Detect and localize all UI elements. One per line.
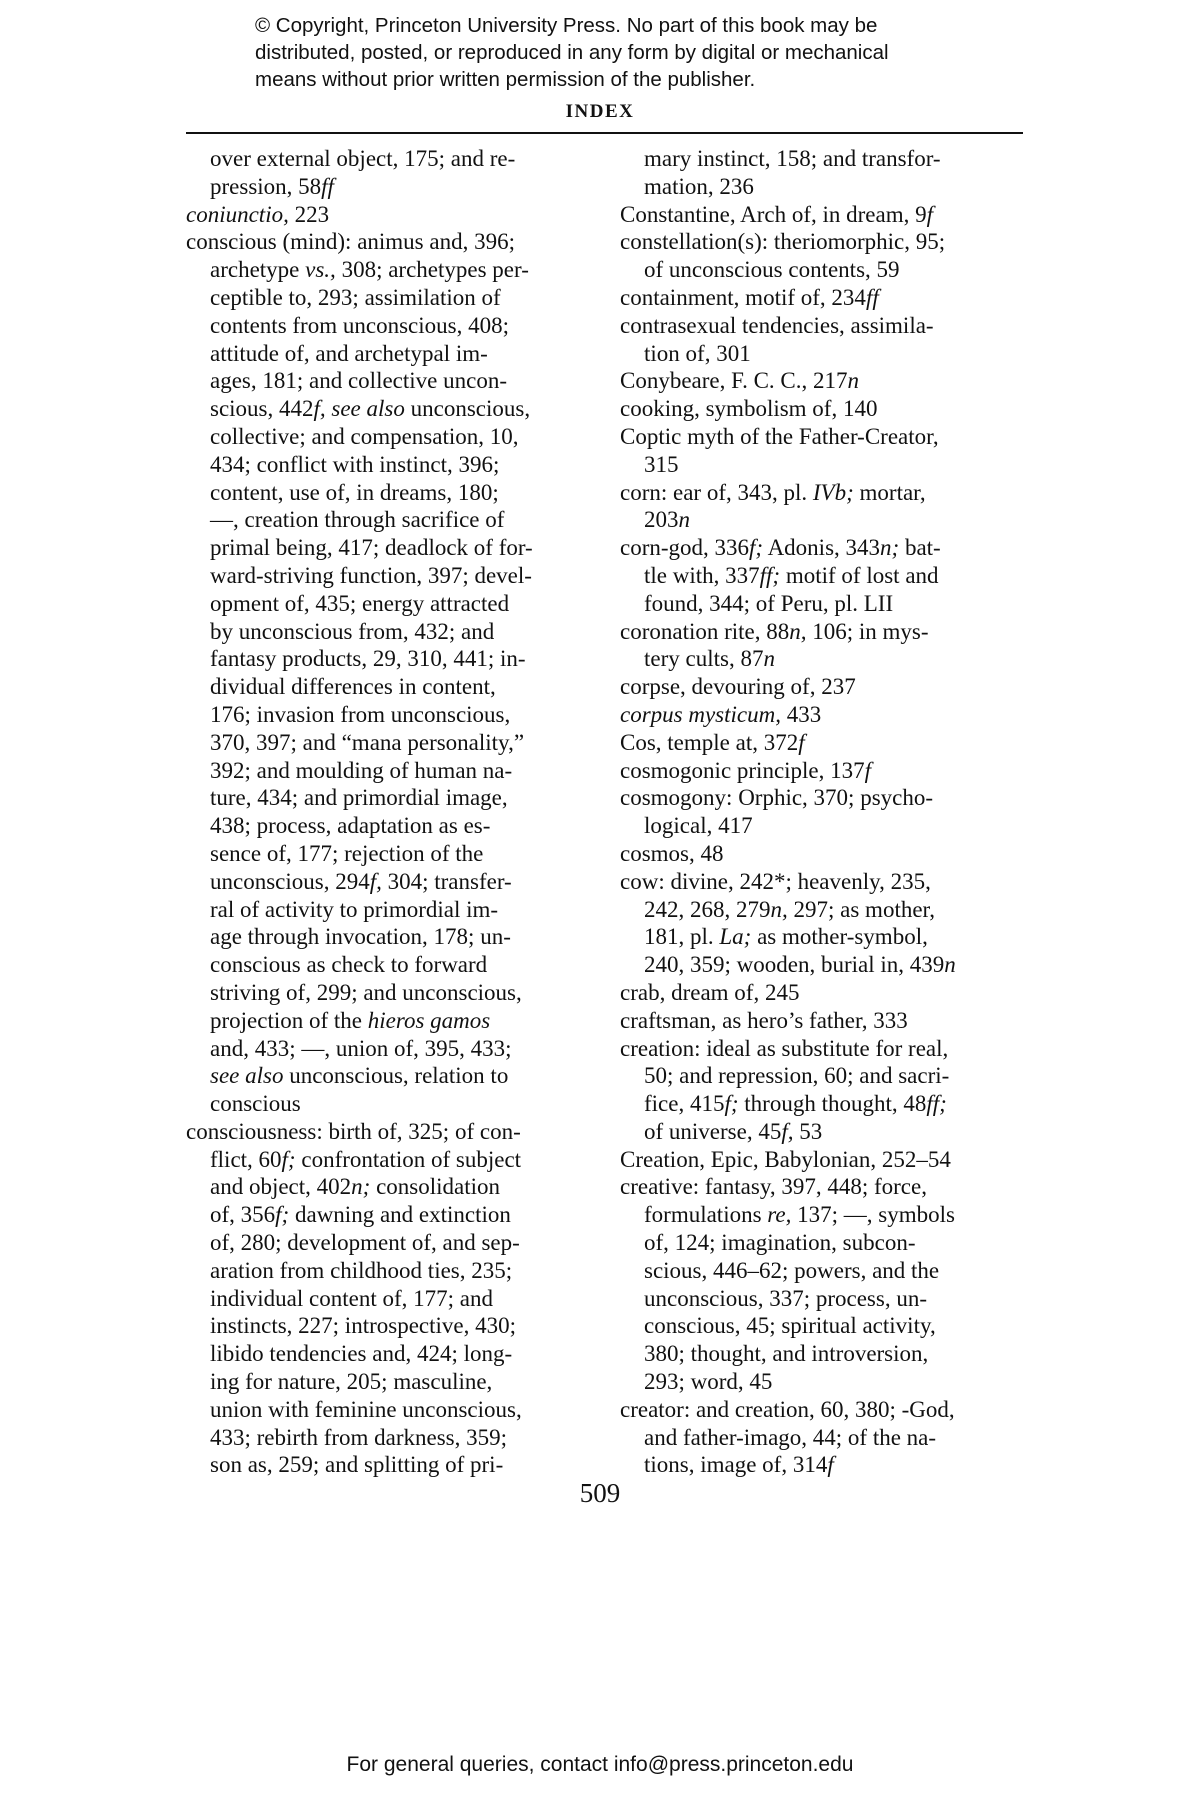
index-text: unconscious, 294 [210, 868, 370, 894]
index-subline [620, 812, 1030, 840]
index-subline [186, 645, 591, 673]
index-text-italic: n [944, 952, 956, 978]
index-text: consciousness: birth of, 325; of con- [186, 1118, 521, 1144]
index-text: instincts, 227; introspective, 430; [210, 1313, 516, 1339]
index-subline [620, 340, 1030, 368]
index-text: confrontation of subject [295, 1146, 522, 1172]
index-subline [186, 534, 591, 562]
index-subline [186, 1312, 591, 1340]
index-subline [620, 1257, 1030, 1285]
index-entry [620, 1173, 1030, 1201]
index-subline [186, 812, 591, 840]
index-text: aration from childhood ties, 235; [210, 1257, 513, 1283]
index-text-italic: f, see also [313, 396, 405, 422]
index-text-italic: hieros gamos [367, 1007, 491, 1033]
index-text-italic: n [847, 368, 860, 394]
index-text-italic: ff [321, 173, 334, 199]
index-entry [620, 1007, 1030, 1035]
index-subline [186, 1340, 591, 1368]
index-entry [186, 228, 591, 256]
running-header: INDEX [565, 101, 635, 122]
index-text-italic: f; [749, 535, 764, 561]
index-text: 434; conflict with instinct, 396; [210, 451, 500, 477]
index-text: and object, 402 [210, 1174, 352, 1200]
index-entry [620, 367, 1030, 395]
index-text: creation: ideal as substitute for real, [620, 1035, 949, 1061]
index-text-italic: ff; [926, 1091, 947, 1117]
index-subline [186, 1368, 591, 1396]
index-text: dawning and extinction [289, 1202, 511, 1228]
index-text: 242, 268, 279 [644, 896, 771, 922]
index-text: individual content of, 177; and [210, 1285, 493, 1311]
index-text: 380; thought, and introversion, [644, 1341, 929, 1367]
index-text: bat- [899, 535, 941, 561]
index-subline [186, 673, 591, 701]
index-subline [620, 1340, 1030, 1368]
index-text: of, 280; development of, and sep- [210, 1230, 520, 1256]
index-text-italic: f, [369, 868, 382, 894]
index-text: 392; and moulding of human na- [210, 757, 513, 783]
index-text: Cos, temple at, 372 [620, 729, 799, 755]
index-text: mation, 236 [644, 173, 754, 199]
index-subline [186, 479, 591, 507]
index-subline [620, 1201, 1030, 1229]
index-text: 223 [288, 201, 330, 227]
index-text: corpse, devouring of, 237 [620, 674, 856, 700]
index-text: pression, 58 [210, 173, 322, 199]
index-entry [620, 729, 1030, 757]
index-subline [186, 395, 591, 423]
index-text: primal being, 417; deadlock of for- [210, 535, 533, 561]
index-entry [620, 312, 1030, 340]
index-text: Creation, Epic, Babylonian, 252–54 [620, 1146, 951, 1172]
index-subline [186, 145, 591, 173]
index-text-italic: f [798, 729, 805, 755]
index-text: tions, image of, 314 [644, 1452, 828, 1478]
index-text: Conybeare, F. C. C., 217 [620, 368, 848, 394]
index-subline [620, 1285, 1030, 1313]
index-text: fantasy products, 29, 310, 441; in- [210, 646, 526, 672]
index-text: formulations [644, 1202, 768, 1228]
index-text-italic: n, [789, 618, 807, 644]
index-entry [620, 840, 1030, 868]
index-text-italic: f; [281, 1146, 296, 1172]
index-subline [186, 1396, 591, 1424]
index-text: flict, 60 [210, 1146, 282, 1172]
index-entry [620, 757, 1030, 785]
index-text: 293; word, 45 [644, 1369, 773, 1395]
index-entry [186, 1118, 591, 1146]
copyright-line: distributed, posted, or reproduced in any form by digital or mechanical [255, 41, 889, 64]
index-subline [186, 1007, 591, 1035]
index-subline [186, 923, 591, 951]
index-text: 181, pl. [644, 924, 720, 950]
index-subline [186, 1035, 591, 1063]
index-subline [620, 923, 1030, 951]
index-text: as mother-symbol, [751, 924, 928, 950]
index-text: ceptible to, 293; assimilation of [210, 284, 501, 310]
index-subline [620, 896, 1030, 924]
index-text: 203 [644, 507, 679, 533]
index-subline [186, 896, 591, 924]
index-subline [620, 1451, 1030, 1479]
index-text: cosmogonic principle, 137 [620, 757, 865, 783]
index-text-italic: re, [767, 1202, 792, 1228]
index-text: containment, motif of, 234 [620, 284, 866, 310]
index-subline [620, 1118, 1030, 1146]
index-subline [186, 284, 591, 312]
index-text: 176; invasion from unconscious, [210, 701, 511, 727]
index-entry [620, 1035, 1030, 1063]
index-text: 438; process, adaptation as es- [210, 813, 491, 839]
index-text: of universe, 45 [644, 1118, 782, 1144]
index-text: cooking, symbolism of, 140 [620, 396, 878, 422]
index-text: mary instinct, 158; and transfor- [644, 146, 941, 171]
index-subline [620, 506, 1030, 534]
index-subline [186, 423, 591, 451]
index-text: of, 356 [210, 1202, 276, 1228]
index-text: through thought, 48 [738, 1091, 927, 1117]
index-text: and father-imago, 44; of the na- [644, 1424, 937, 1450]
index-text: libido tendencies and, 424; long- [210, 1341, 513, 1367]
index-text-italic: corpus mysticum, [620, 701, 781, 727]
index-text: cosmogony: Orphic, 370; psycho- [620, 785, 934, 811]
index-subline [620, 1312, 1030, 1340]
index-subline [186, 784, 591, 812]
index-text: archetype [210, 257, 306, 283]
index-text: ture, 434; and primordial image, [210, 785, 508, 811]
index-text: unconscious, 337; process, un- [644, 1285, 927, 1311]
index-text: 240, 359; wooden, burial in, 439 [644, 952, 945, 978]
index-entry [620, 1146, 1030, 1174]
index-text-italic: La; [719, 924, 752, 950]
index-text: 370, 397; and “mana personality,” [210, 729, 525, 755]
index-subline [620, 1090, 1030, 1118]
page-number: 509 [579, 1478, 621, 1508]
index-entry [620, 395, 1030, 423]
index-text: by unconscious from, 432; and [210, 618, 495, 644]
index-subline [186, 1062, 591, 1090]
index-subline [620, 1368, 1030, 1396]
index-entry [620, 1396, 1030, 1424]
index-text: and, 433; —, union of, 395, 433; [210, 1035, 512, 1061]
index-entry [620, 784, 1030, 812]
index-text: 297; as mother, [787, 896, 936, 922]
index-text-italic: n; [351, 1174, 371, 1200]
index-subline [186, 1201, 591, 1229]
index-entry [620, 228, 1030, 256]
index-text: 53 [793, 1118, 823, 1144]
index-subline [186, 618, 591, 646]
index-subline [620, 173, 1030, 201]
index-subline [186, 1285, 591, 1313]
index-text: 137; —, symbols [791, 1202, 955, 1228]
index-text: attitude of, and archetypal im- [210, 340, 488, 366]
index-text-italic: n [763, 646, 775, 672]
index-text: 433; rebirth from darkness, 359; [210, 1424, 508, 1450]
index-subline [186, 868, 591, 896]
index-text: crab, dream of, 245 [620, 979, 800, 1005]
index-text: coronation rite, 88 [620, 618, 790, 644]
index-text: 304; transfer- [381, 868, 512, 894]
index-entry [186, 201, 591, 229]
index-text: contrasexual tendencies, assimila- [620, 312, 934, 338]
index-subline [620, 145, 1030, 173]
index-text: constellation(s): theriomorphic, 95; [620, 229, 946, 255]
index-text: logical, 417 [644, 813, 753, 839]
index-text: cosmos, 48 [620, 840, 724, 866]
index-text: of, 124; imagination, subcon- [644, 1230, 916, 1256]
copyright-line: means without prior written permission of the publisher. [255, 68, 756, 91]
index-text-italic: IVb; [812, 479, 860, 505]
index-subline [620, 1424, 1030, 1452]
index-text-italic: f; [724, 1091, 739, 1117]
index-text: consolidation [370, 1174, 501, 1200]
index-text-italic: f [864, 757, 872, 783]
index-text: projection of the [210, 1007, 368, 1033]
index-text: ral of activity to primordial im- [210, 896, 499, 922]
index-text: conscious [210, 1091, 301, 1117]
index-text: 433 [780, 701, 822, 727]
index-subline [186, 1173, 591, 1201]
index-entry [620, 534, 1030, 562]
index-column-left [186, 145, 591, 1479]
index-text-italic: f [827, 1452, 834, 1478]
index-text: Adonis, 343 [763, 535, 881, 561]
index-entry [620, 201, 1030, 229]
index-subline [186, 367, 591, 395]
index-text: sence of, 177; rejection of the [210, 840, 484, 866]
index-text: 315 [644, 451, 679, 477]
index-subline [620, 645, 1030, 673]
index-text: tery cults, 87 [644, 646, 764, 672]
index-text: conscious as check to forward [210, 952, 488, 978]
index-text-italic: coniunctio, [186, 201, 289, 227]
index-subline [620, 1229, 1030, 1257]
index-text: content, use of, in dreams, 180; [210, 479, 499, 505]
index-text: age through invocation, 178; un- [210, 924, 511, 950]
index-text-italic: ff [865, 284, 879, 310]
index-text: unconscious, relation to [283, 1063, 509, 1089]
index-subline [186, 1451, 591, 1479]
index-text: unconscious, [404, 396, 531, 422]
index-subline [186, 1257, 591, 1285]
index-text: son as, 259; and splitting of pri- [210, 1452, 504, 1478]
index-entry [620, 423, 1030, 451]
index-subline [186, 1090, 591, 1118]
index-text: creative: fantasy, 397, 448; force, [620, 1174, 927, 1200]
index-text: dividual differences in content, [210, 674, 496, 700]
index-subline [186, 562, 591, 590]
index-text: tle with, 337 [644, 562, 760, 588]
index-text: ages, 181; and collective uncon- [210, 368, 507, 394]
index-column-right [620, 145, 1030, 1479]
index-text-italic: n; [880, 535, 900, 561]
index-entry [620, 979, 1030, 1007]
index-subline [186, 701, 591, 729]
index-subline [186, 1424, 591, 1452]
index-text: 106; in mys- [806, 618, 929, 644]
index-text: —, creation through sacrifice of [210, 507, 505, 533]
index-text: union with feminine unconscious, [210, 1396, 522, 1422]
index-subline [620, 1062, 1030, 1090]
index-subline [186, 256, 591, 284]
index-text: Constantine, Arch of, in dream, 9 [620, 201, 927, 227]
index-text: contents from unconscious, 408; [210, 312, 509, 338]
index-subline [186, 951, 591, 979]
index-entry [620, 284, 1030, 312]
index-text: corn-god, 336 [620, 535, 750, 561]
index-subline [186, 340, 591, 368]
index-text: ing for nature, 205; masculine, [210, 1369, 493, 1395]
index-text: scious, 446–62; powers, and the [644, 1257, 940, 1283]
index-text: mortar, [859, 479, 926, 505]
index-subline [620, 451, 1030, 479]
header-rule [186, 132, 1023, 134]
index-text: fice, 415 [644, 1091, 725, 1117]
index-text: striving of, 299; and unconscious, [210, 979, 522, 1005]
index-subline [186, 979, 591, 1007]
index-text: cow: divine, 242*; heavenly, 235, [620, 868, 931, 894]
index-subline [186, 757, 591, 785]
index-text: scious, 442 [210, 396, 314, 422]
index-subline [620, 562, 1030, 590]
index-entry [620, 673, 1030, 701]
index-text-italic: ff; [759, 562, 781, 588]
index-subline [186, 451, 591, 479]
index-subline [186, 312, 591, 340]
index-text: of unconscious contents, 59 [644, 257, 900, 283]
index-subline [186, 1146, 591, 1174]
index-text: over external object, 175; and re- [210, 146, 516, 171]
copyright-line: © Copyright, Princeton University Press. No part of this book may be [255, 14, 878, 37]
index-text-italic: f, [781, 1118, 794, 1144]
index-subline [620, 590, 1030, 618]
index-text: creator: and creation, 60, 380; -God, [620, 1396, 955, 1422]
index-subline [186, 506, 591, 534]
index-text: craftsman, as hero’s father, 333 [620, 1007, 908, 1033]
index-text-italic: n, [770, 896, 788, 922]
index-entry [620, 701, 1030, 729]
index-text: 50; and repression, 60; and sacri- [644, 1063, 950, 1089]
index-text: conscious (mind): animus and, 396; [186, 229, 515, 255]
index-text: found, 344; of Peru, pl. LII [644, 590, 894, 616]
index-text: corn: ear of, 343, pl. [620, 479, 813, 505]
index-text: Coptic myth of the Father-Creator, [620, 423, 939, 449]
index-subline [186, 590, 591, 618]
index-text-italic: f; [275, 1202, 290, 1228]
index-entry [620, 868, 1030, 896]
index-subline [186, 729, 591, 757]
index-text: conscious, 45; spiritual activity, [644, 1313, 936, 1339]
index-text-italic: f [926, 201, 933, 227]
copyright-notice [255, 12, 975, 93]
index-entry [620, 618, 1030, 646]
index-text: opment of, 435; energy attracted [210, 590, 510, 616]
index-entry [620, 479, 1030, 507]
index-text: collective; and compensation, 10, [210, 423, 519, 449]
index-subline [620, 256, 1030, 284]
index-text: tion of, 301 [644, 340, 751, 366]
index-text: 308; archetypes per- [335, 257, 529, 283]
index-subline [186, 1229, 591, 1257]
footer-contact: For general queries, contact info@press.princeton.edu [346, 1753, 854, 1776]
index-text-italic: see also [210, 1063, 284, 1089]
index-text: ward-striving function, 397; devel- [210, 562, 532, 588]
index-subline [620, 951, 1030, 979]
index-subline [186, 173, 591, 201]
index-text-italic: n [678, 507, 690, 533]
index-text: motif of lost and [780, 562, 939, 588]
index-subline [186, 840, 591, 868]
index-text-italic: vs., [305, 257, 336, 283]
